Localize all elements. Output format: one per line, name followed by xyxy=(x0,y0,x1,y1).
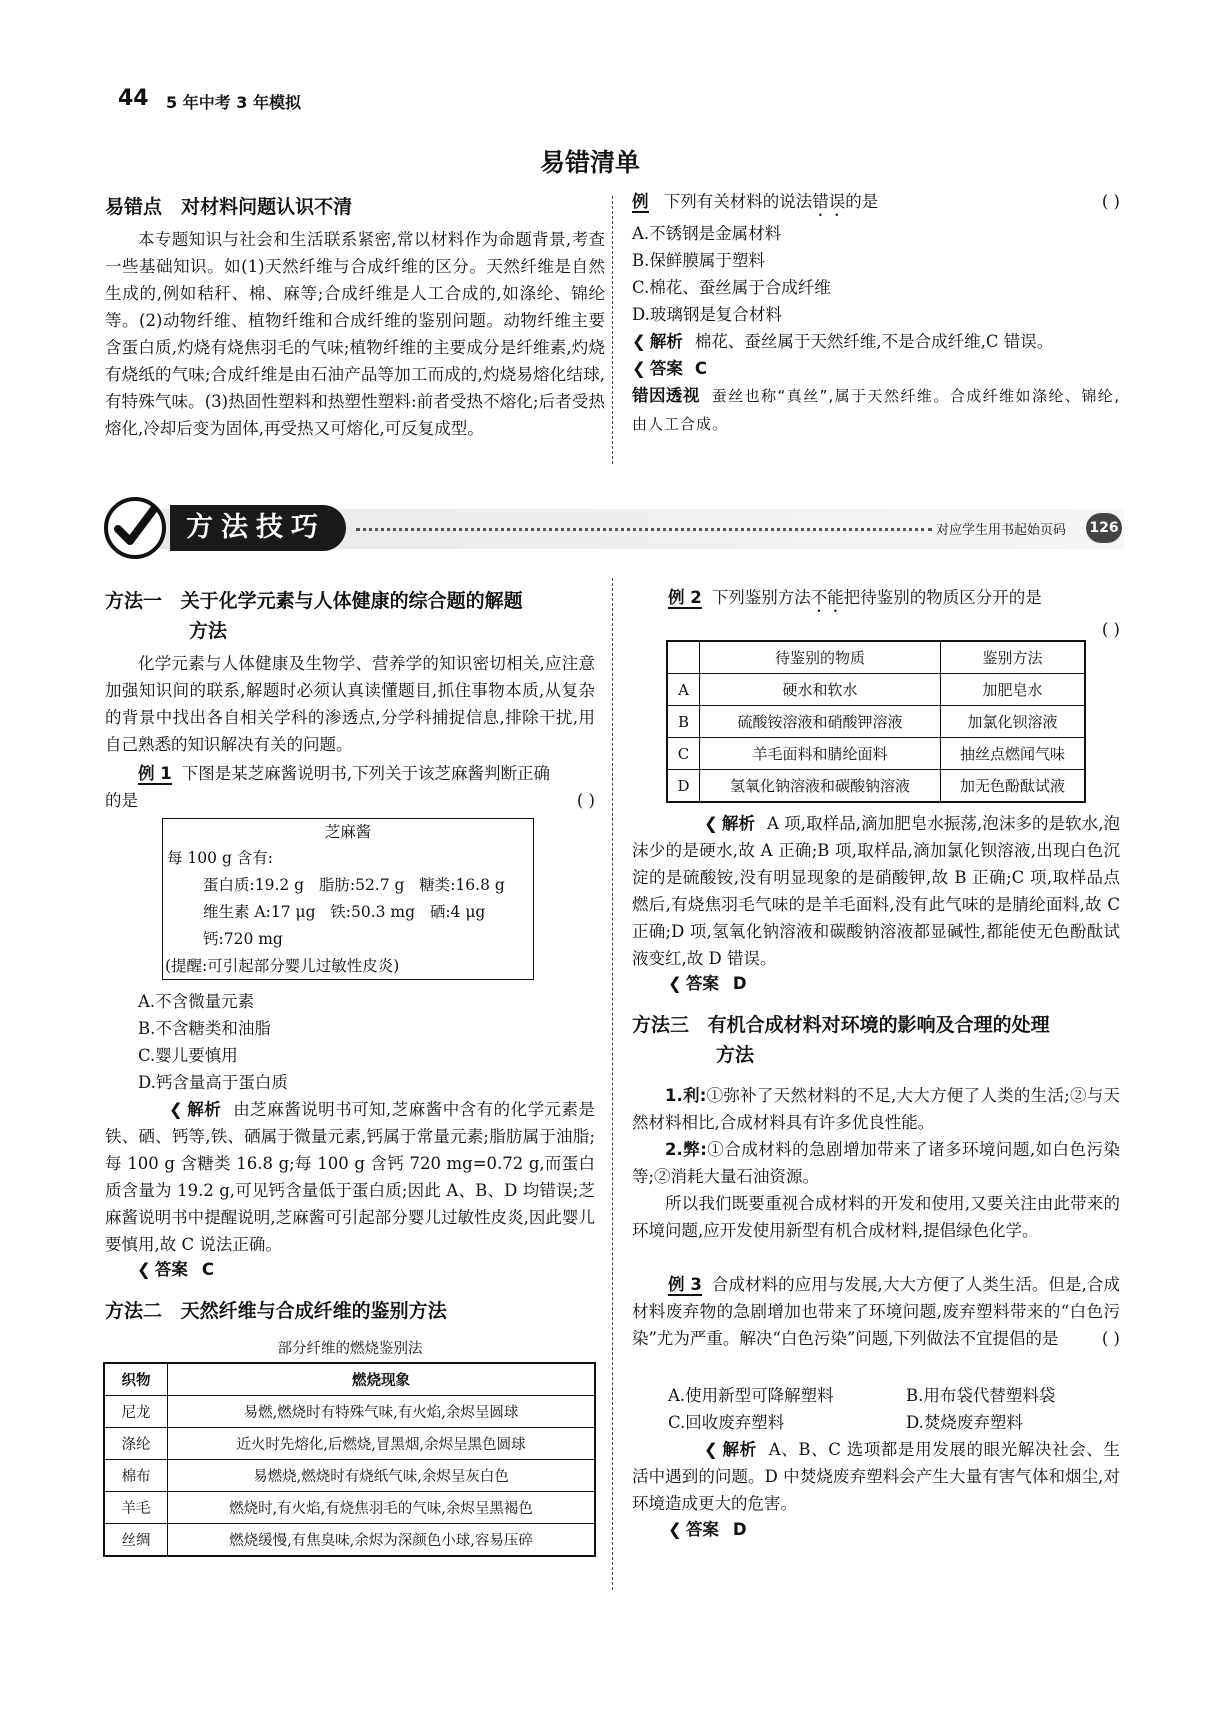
table-cell: 加无色酚酞试液 xyxy=(941,770,1086,803)
answer-icon: ❮ xyxy=(668,1520,682,1539)
table-cell: D xyxy=(667,770,700,803)
example3-options xyxy=(668,1382,1118,1436)
method1-heading xyxy=(105,586,605,646)
example1-stem-line2: 的是 xyxy=(105,791,138,810)
table-cell: 易燃烧,燃烧时有烧纸气味,余烬呈灰白色 xyxy=(168,1460,596,1492)
example2-stem-pre: 下列鉴别方法 xyxy=(711,588,811,607)
mistake-label: 易错点 xyxy=(105,196,163,218)
example0-option: C.棉花、蚕丝属于合成纤维 xyxy=(632,278,831,297)
method3-title-line1: 有机合成材料对环境的影响及合理的处理 xyxy=(707,1014,1050,1036)
mistake-title: 对材料问题认识不清 xyxy=(181,196,353,218)
example0-option: A.不锈钢是金属材料 xyxy=(632,224,782,243)
sesame-box-line2: 蛋白质:19.2 g 脂肪:52.7 g 糖类:16.8 g xyxy=(203,876,505,894)
example0-stem-pre: 下列有关材料的说法 xyxy=(663,192,813,211)
table-cell: 棉布 xyxy=(104,1460,168,1492)
example0-stem-emph: 错误 xyxy=(812,192,846,211)
analysis-label: 解析 xyxy=(721,1440,757,1459)
method3-p2 xyxy=(632,1136,1120,1190)
example3-analysis xyxy=(632,1436,1120,1517)
method3-p1 xyxy=(632,1082,1120,1136)
example2-stem xyxy=(632,584,1120,643)
table-row xyxy=(667,770,1085,803)
analysis-icon: ❮ xyxy=(169,1100,183,1119)
sesame-box xyxy=(162,818,534,980)
column-divider-bottom xyxy=(612,578,613,1590)
analysis-text: A、B、C 选项都是用发展的眼光解决社会、生活中遇到的问题。D 中焚烧废弃塑料会产生大量有害气体和烟尘,对环境造成更大的危害。 xyxy=(632,1440,1120,1513)
example0-stem-post: 的是 xyxy=(845,192,879,211)
table-cell: 硫酸铵溶液和硝酸钾溶液 xyxy=(700,706,941,738)
table-header: 织物 xyxy=(104,1363,168,1396)
fiber-table xyxy=(103,1362,596,1557)
identification-table xyxy=(666,640,1086,803)
example1-option: C.婴儿要慎用 xyxy=(138,1046,238,1065)
example1-answer xyxy=(137,1256,214,1283)
table-cell: 燃烧缓慢,有焦臭味,余烬为深颜色小球,容易压碎 xyxy=(168,1524,596,1557)
table-header xyxy=(667,641,700,674)
method3-p1-text: ①弥补了天然材料的不足,大大方便了人类的生活;②与天然材料相比,合成材料具有许多优良性能。 xyxy=(632,1086,1120,1132)
example0-label: 例 xyxy=(632,192,649,211)
analysis-icon: ❮ xyxy=(704,1440,718,1459)
example0-option: B.保鲜膜属于塑料 xyxy=(632,251,765,270)
example3-paren: ( ) xyxy=(1101,1329,1120,1348)
analysis-label: 解析 xyxy=(186,1100,222,1119)
example3-option: D.焚烧废弃塑料 xyxy=(906,1413,1023,1432)
method3-p1-label: 1.利: xyxy=(665,1086,707,1105)
example0-reason xyxy=(632,382,1120,438)
table-row xyxy=(667,674,1085,706)
table-cell: 近火时先熔化,后燃烧,冒黑烟,余烬呈黑色圆球 xyxy=(168,1428,596,1460)
answer-label: 答案 xyxy=(685,974,719,993)
example1-analysis xyxy=(105,1096,595,1258)
table-cell: 加氯化钡溶液 xyxy=(941,706,1086,738)
table-row xyxy=(667,706,1085,738)
example1-stem-line1: 下图是某芝麻酱说明书,下列关于该芝麻酱判断正确 xyxy=(181,764,550,783)
reason-text: 蚕丝也称“真丝”,属于天然纤维。合成纤维如涤纶、锦纶,由人工合成。 xyxy=(632,387,1120,433)
method2-title: 天然纤维与合成纤维的鉴别方法 xyxy=(180,1300,447,1322)
example1-label: 例 1 xyxy=(138,764,172,783)
example1-paren: ( ) xyxy=(576,791,595,810)
check-icon xyxy=(104,497,166,559)
table-header: 待鉴别的物质 xyxy=(700,641,941,674)
answer-label: 答案 xyxy=(154,1260,188,1279)
method3-p2-label: 2.弊: xyxy=(665,1140,707,1159)
example0-paren: ( ) xyxy=(1101,192,1120,211)
table-cell: 加肥皂水 xyxy=(941,674,1086,706)
analysis-text: A 项,取样品,滴加肥皂水振荡,泡沫多的是软水,泡沫少的是硬水,故 A 正确;B 项,取样品,滴加氯化钡溶液,出现白色沉淀的是硫酸铵,没有明显现象的是硝酸钾,故 B 正确;C 项,取样品点燃后,有烧焦羽毛气味的是羊毛面料,没有此气味的是腈纶面料,故 C 正确;D 项,氢氧化钠溶液和碳酸钠溶液都显碱性,都能使无色酚酞试液变红,故 D 错误。 xyxy=(632,814,1121,968)
sesame-box-title: 芝麻酱 xyxy=(324,823,372,841)
banner-dots xyxy=(356,528,932,531)
example3-label: 例 3 xyxy=(668,1275,702,1294)
analysis-label: 解析 xyxy=(649,332,683,351)
table-cell: 羊毛 xyxy=(104,1492,168,1524)
method3-label: 方法三 xyxy=(632,1014,690,1036)
mistake-heading xyxy=(105,192,605,219)
sesame-box-line5: (提醒:可引起部分婴儿过敏性皮炎) xyxy=(165,957,400,975)
example0-analysis xyxy=(632,328,1120,355)
example2-label: 例 2 xyxy=(668,588,702,607)
example1-option: D.钙含量高于蛋白质 xyxy=(138,1073,288,1092)
answer-label: 答案 xyxy=(649,359,683,378)
mistake-text: 本专题知识与社会和生活联系紧密,常以材料作为命题背景,考查一些基础知识。如(1)天然纤维与合成纤维的区分。天然纤维是自然生成的,例如秸秆、棉、麻等;合成纤维是人工合成的,如涤纶、锦纶等。(2)动物纤维、植物纤维和合成纤维的鉴别问题。动物纤维主要含蛋白质,灼烧有烧焦羽毛的气味;植物纤维的主要成分是纤维素,灼烧有烧纸的气味;合成纤维是由石油产品等加工而成的,灼烧易熔化结球,有特殊气味。(3)热固性塑料和热塑性塑料:前者受热不熔化;后者受热熔化,冷却后变为固体,再受热又可熔化,可反复成型。 xyxy=(105,230,605,438)
example3-option: C.回收废弃塑料 xyxy=(668,1413,785,1432)
example1-stem xyxy=(105,760,595,814)
table-row xyxy=(104,1396,595,1428)
method3-p3: 所以我们既要重视合成材料的开发和使用,又要关注由此带来的环境问题,应开发使用新型有机合成材料,提倡绿色化学。 xyxy=(632,1194,1120,1240)
example2-stem-post: 把待鉴别的物质区分开的是 xyxy=(843,588,1042,607)
sesame-box-line3: 维生素 A:17 μg 铁:50.3 mg 硒:4 μg xyxy=(203,903,486,921)
example3-stem xyxy=(632,1271,1120,1352)
table-cell: 涤纶 xyxy=(104,1428,168,1460)
book-title: 5 年中考 3 年模拟 xyxy=(166,93,301,112)
table-cell: 燃烧时,有火焰,有烧焦羽毛的气味,余烬呈黑褐色 xyxy=(168,1492,596,1524)
table-cell: 丝绸 xyxy=(104,1524,168,1557)
method3-p2-text: ①合成材料的急剧增加带来了诸多环境问题,如白色污染等;②消耗大量石油资源。 xyxy=(632,1140,1120,1186)
sesame-box-line1: 每 100 g 含有: xyxy=(167,849,274,867)
banner-title-box xyxy=(170,505,346,551)
table-cell: C xyxy=(667,738,700,770)
example3-option: A.使用新型可降解塑料 xyxy=(668,1386,834,1405)
answer-value: D xyxy=(732,974,747,993)
table-cell: 抽丝点燃闻气味 xyxy=(941,738,1086,770)
analysis-text: 棉花、蚕丝属于天然纤维,不是合成纤维,C 错误。 xyxy=(694,332,1054,351)
table-row xyxy=(104,1524,595,1557)
answer-value: D xyxy=(732,1520,747,1539)
answer-icon: ❮ xyxy=(137,1260,151,1279)
banner-page-badge: 126 xyxy=(1086,513,1122,543)
table-cell: 易燃,燃烧时有特殊气味,有火焰,余烬呈圆球 xyxy=(168,1396,596,1428)
analysis-label: 解析 xyxy=(721,814,756,833)
analysis-icon: ❮ xyxy=(704,814,718,833)
banner-note: 对应学生用书起始页码 xyxy=(936,523,1067,538)
method2-label: 方法二 xyxy=(105,1300,163,1322)
table-cell: B xyxy=(667,706,700,738)
table-header: 燃烧现象 xyxy=(168,1363,596,1396)
example0-stem xyxy=(632,188,1120,220)
table-row xyxy=(104,1492,595,1524)
example3-option: B.用布袋代替塑料袋 xyxy=(906,1386,1056,1405)
analysis-text: 由芝麻酱说明书可知,芝麻酱中含有的化学元素是铁、硒、钙等,铁、硒属于微量元素,钙属于常量元素;脂肪属于油脂;每 100 g 含糖类 16.8 g;每 100 g 含钙 720 mg=0.72 g,而蛋白质含量为 19.2 g,可见钙含量低于蛋白质;因此 A、B、D 均错误;芝麻酱说明书中提醒说明,芝麻酱可引起部分婴儿过敏性皮炎,因此婴儿要慎用,故 C 说法正确。 xyxy=(105,1100,596,1254)
table-row xyxy=(104,1460,595,1492)
table-cell: 氢氧化钠溶液和碳酸钠溶液 xyxy=(700,770,941,803)
example3-stem-text: 合成材料的应用与发展,大大方便了人类生活。但是,合成材料废弃物的急剧增加也带来了环境问题,废弃塑料带来的“白色污染”尤为严重。解决“白色污染”问题,下列做法不宜提倡的是 xyxy=(632,1275,1120,1348)
example0-option: D.玻璃钢是复合材料 xyxy=(632,305,782,324)
method1-label: 方法一 xyxy=(105,590,163,612)
example1-options xyxy=(138,988,598,1096)
answer-icon: ❮ xyxy=(668,974,682,993)
reason-label: 错因透视 xyxy=(632,386,700,405)
table-header-row xyxy=(104,1363,595,1396)
example2-paren: ( ) xyxy=(1101,620,1120,639)
table-header: 鉴别方法 xyxy=(941,641,1086,674)
method1-title-line2: 方法 xyxy=(189,620,228,642)
example2-answer xyxy=(668,970,747,997)
section-title: 易错清单 xyxy=(540,148,641,177)
example1-option: A.不含微量元素 xyxy=(138,992,255,1011)
answer-value: C xyxy=(694,359,707,378)
method1-title-line1: 关于化学元素与人体健康的综合题的解题 xyxy=(180,590,523,612)
table-cell: 羊毛面料和腈纶面料 xyxy=(700,738,941,770)
sesame-box-line4: 钙:720 mg xyxy=(203,930,283,948)
answer-icon: ❮ xyxy=(632,359,646,378)
table-cell: 硬水和软水 xyxy=(700,674,941,706)
method2-heading xyxy=(105,1296,605,1326)
analysis-icon: ❮ xyxy=(632,332,646,351)
method3-title-line2: 方法 xyxy=(716,1044,755,1066)
table-row xyxy=(667,738,1085,770)
column-divider-top xyxy=(612,196,613,464)
example0-block xyxy=(632,188,1120,438)
example2-analysis xyxy=(632,810,1120,972)
banner-title: 方法技巧 xyxy=(186,512,326,543)
table-header-row xyxy=(667,641,1085,674)
example3-answer xyxy=(668,1516,747,1543)
example2-stem-emph: 不能 xyxy=(810,588,844,607)
example0-answer xyxy=(632,355,1120,382)
method2-table-caption: 部分纤维的燃烧鉴别法 xyxy=(277,1341,423,1357)
method1-text: 化学元素与人体健康及生物学、营养学的知识密切相关,应注意加强知识间的联系,解题时必须认真读懂题目,抓住事物本质,从复杂的背景中找出各自相关学科的渗透点,分学科捕捉信息,排除干扰,用自己熟悉的知识解决有关的问题。 xyxy=(105,654,595,754)
page-number: 44 xyxy=(118,86,149,111)
method-banner xyxy=(104,497,1126,559)
answer-label: 答案 xyxy=(685,1520,719,1539)
answer-value: C xyxy=(201,1260,214,1279)
method3-heading xyxy=(632,1010,1120,1070)
table-cell: A xyxy=(667,674,700,706)
example1-option: B.不含糖类和油脂 xyxy=(138,1019,271,1038)
table-row xyxy=(104,1428,595,1460)
table-cell: 尼龙 xyxy=(104,1396,168,1428)
